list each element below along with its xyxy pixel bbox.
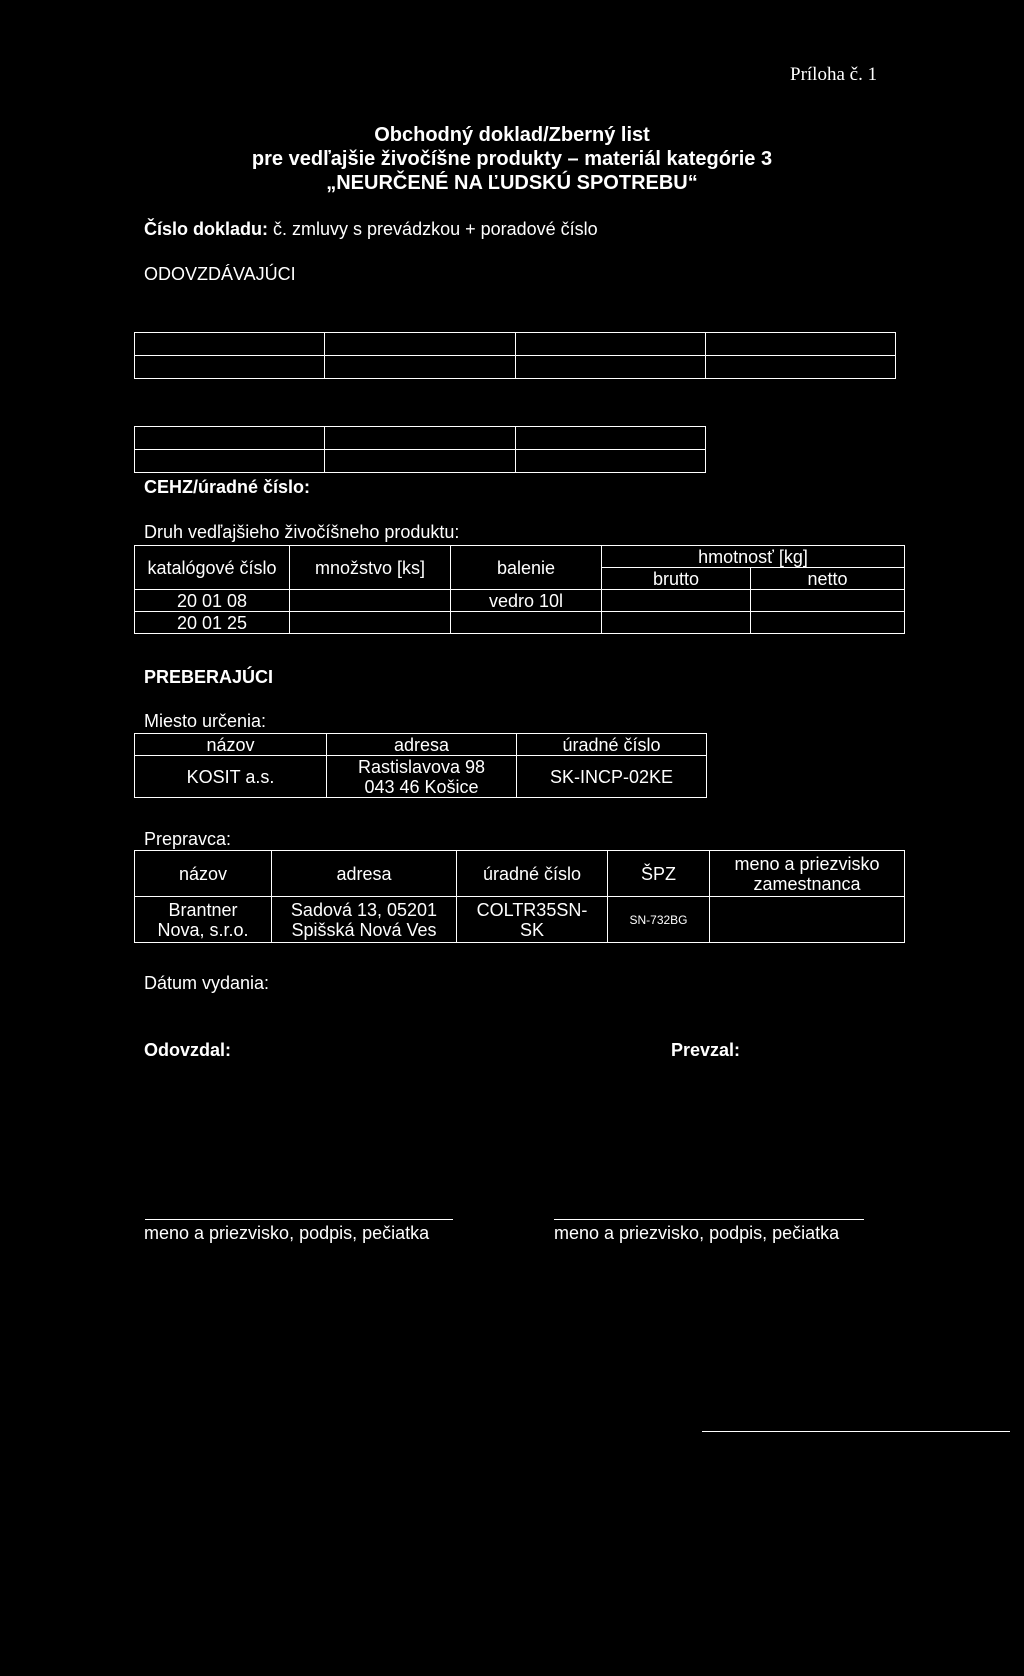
- table-cell: [705, 333, 895, 356]
- brutto-cell: [602, 612, 751, 634]
- carrier-employee-cell: [710, 897, 905, 943]
- issue-date-label: Dátum vydania:: [144, 973, 270, 993]
- signature-line-right: [554, 1219, 864, 1220]
- table-row: [135, 590, 905, 612]
- header-name: názov: [135, 851, 272, 897]
- header-address: adresa: [272, 851, 457, 897]
- annex-number: Príloha č. 1: [790, 64, 878, 85]
- table-cell: [325, 427, 515, 450]
- carrier-table: [134, 850, 905, 943]
- header-official-number: úradné číslo: [517, 734, 707, 756]
- table-cell: [515, 333, 705, 356]
- carrier-name-line-1: Brantner: [168, 899, 238, 920]
- table-cell: [515, 427, 705, 450]
- table-row: [135, 612, 905, 634]
- table-cell: [325, 333, 515, 356]
- carrier-address-line-1: Sadová 13, 05201: [290, 899, 438, 920]
- carrier-official-line-1: COLTR35SN-: [476, 899, 588, 920]
- receiver-heading: PREBERAJÚCI: [144, 667, 274, 687]
- document-title-line3: „NEURČENÉ NA ĽUDSKÚ SPOTREBU“: [326, 172, 698, 194]
- document-number-text: č. zmluvy s prevádzkou + poradové číslo: [273, 219, 598, 239]
- signature-caption-right: meno a priezvisko, podpis, pečiatka: [554, 1223, 840, 1243]
- header-brutto: brutto: [602, 568, 751, 590]
- quantity-cell: [290, 612, 451, 634]
- table-cell: [325, 450, 515, 473]
- destination-label: Miesto určenia:: [144, 711, 267, 731]
- sender-heading: ODOVZDÁVAJÚCI: [144, 264, 296, 284]
- table-cell: [325, 356, 515, 379]
- header-employee: meno a priezvisko zamestnanca: [710, 851, 905, 897]
- carrier-name-line-2: Nova, s.r.o.: [157, 919, 249, 940]
- quantity-cell: [290, 590, 451, 612]
- table-row: [135, 897, 905, 943]
- cehz-label: CEHZ/úradné číslo:: [144, 477, 311, 497]
- destination-name-cell: KOSIT a.s.: [135, 756, 327, 798]
- carrier-address-line-2: Spišská Nová Ves: [291, 919, 437, 940]
- header-netto: netto: [751, 568, 905, 590]
- catalog-number-cell: 20 01 25: [135, 612, 290, 634]
- sender-info-table-1: [134, 332, 896, 379]
- document-number-label: Číslo dokladu:: [144, 219, 269, 239]
- document-title-line2: pre vedľajšie živočíšne produkty – materiál kategórie 3: [251, 148, 773, 170]
- table-row: [135, 756, 707, 798]
- catalog-number-cell: 20 01 08: [135, 590, 290, 612]
- address-line-2: 043 46 Košice: [364, 776, 479, 797]
- signature-caption-left: meno a priezvisko, podpis, pečiatka: [144, 1223, 430, 1243]
- received-label: Prevzal:: [671, 1040, 741, 1060]
- table-cell: [135, 333, 325, 356]
- product-table: [134, 545, 905, 634]
- carrier-plate-cell: SN-732BG: [608, 897, 710, 943]
- document-title-line1: Obchodný doklad/Zberný list: [374, 124, 650, 146]
- header-weight: hmotnosť [kg]: [602, 546, 905, 568]
- destination-table: [134, 733, 707, 798]
- sender-info-table-2: [134, 426, 706, 473]
- header-official-number: úradné číslo: [457, 851, 608, 897]
- handed-over-label: Odovzdal:: [144, 1040, 232, 1060]
- table-cell: [135, 450, 325, 473]
- table-cell: [135, 356, 325, 379]
- destination-official-number-cell: SK-INCP-02KE: [517, 756, 707, 798]
- brutto-cell: [602, 590, 751, 612]
- table-cell: [705, 356, 895, 379]
- signature-line-left: [145, 1219, 453, 1220]
- address-line-1: Rastislavova 98: [357, 756, 486, 777]
- document-number: [144, 219, 598, 240]
- carrier-name-cell: [135, 897, 272, 943]
- table-cell: [515, 450, 705, 473]
- netto-cell: [751, 590, 905, 612]
- destination-address-cell: [327, 756, 517, 798]
- table-cell: [135, 427, 325, 450]
- carrier-official-line-2: SK: [519, 919, 544, 940]
- netto-cell: [751, 612, 905, 634]
- product-type-label: Druh vedľajšieho živočíšneho produktu:: [144, 522, 460, 542]
- header-name: názov: [135, 734, 327, 756]
- header-packaging: balenie: [451, 546, 602, 590]
- carrier-label: Prepravca:: [144, 829, 232, 849]
- carrier-address-cell: [272, 897, 457, 943]
- packaging-cell: [451, 612, 602, 634]
- table-cell: [515, 356, 705, 379]
- header-plate: ŠPZ: [608, 851, 710, 897]
- footer-divider: [702, 1431, 1010, 1432]
- packaging-cell: vedro 10l: [451, 590, 602, 612]
- carrier-official-number-cell: [457, 897, 608, 943]
- header-address: adresa: [327, 734, 517, 756]
- header-catalog-number: katalógové číslo: [135, 546, 290, 590]
- header-quantity: množstvo [ks]: [290, 546, 451, 590]
